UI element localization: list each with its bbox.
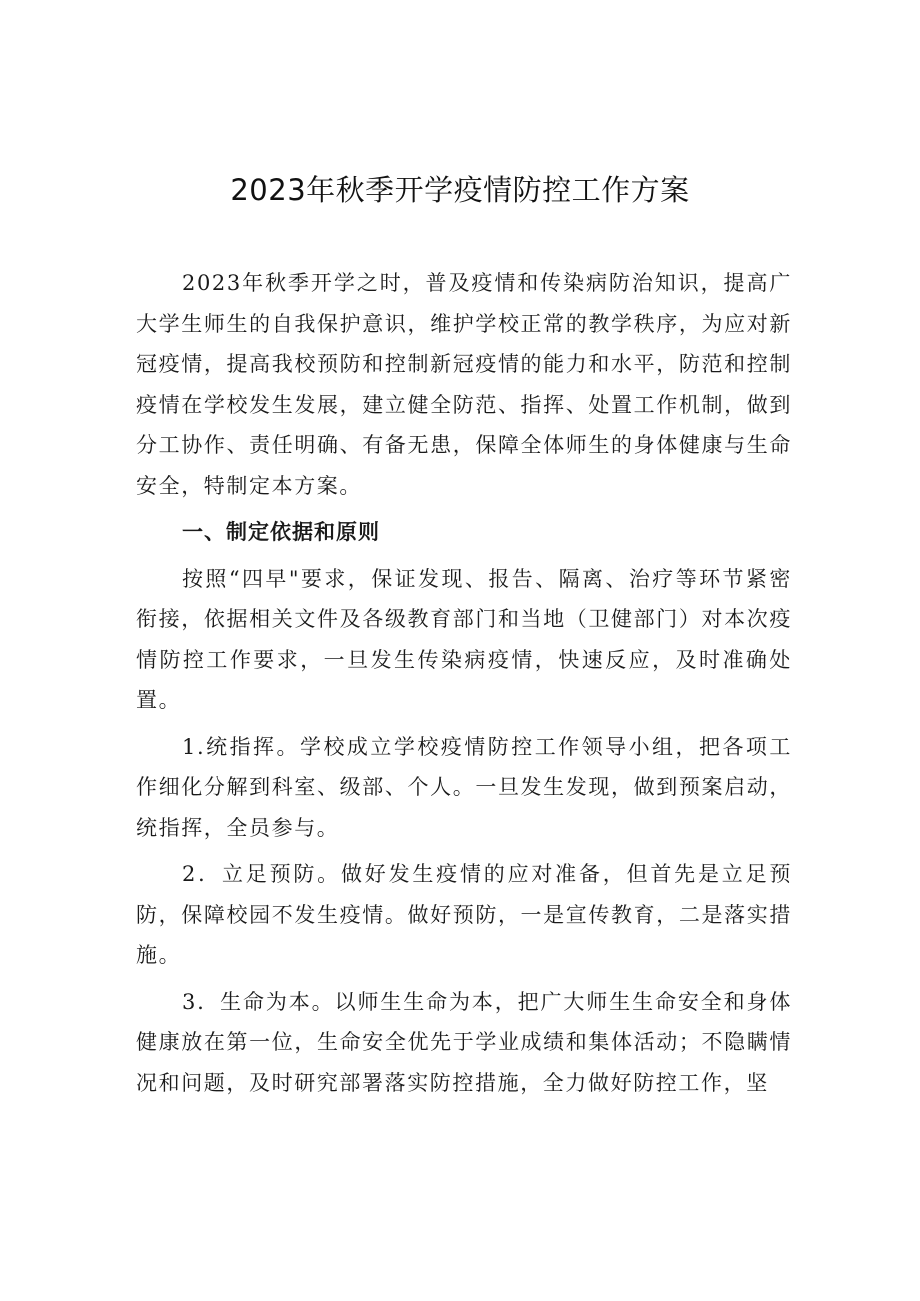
intro-paragraph: 2023年秋季开学之时，普及疫情和传染病防治知识，提高广大学生师生的自我保护意识，维护学校正常的教学秩序，为应对新冠疫情，提高我校预防和控制新冠疫情的能力和水平，防范和控制疫情在学校发生发展，建立健全防范、指挥、处置工作机制，做到分工协作、责任明确、有备无患，保障全体师生的身体健康与生命安全，特制定本方案。 [136,271,792,498]
document-body [136,263,792,1109]
principle-item-1: 1.统指挥。学校成立学校疫情防控工作领导小组，把各项工作细化分解到科室、级部、个人。一旦发生发现，做到预案启动，统指挥，全员参与。 [136,734,792,840]
section-heading-1: 一、制定依据和原则 [182,520,380,544]
principle-item-2: 2．立足预防。做好发生疫情的应对准备，但首先是立足预防，保障校园不发生疫情。做好预防，一是宣传教育，二是落实措施。 [136,862,792,967]
document-title: 2023年秋季开学疫情防控工作方案 [230,173,690,207]
principle-item-3: 3．生命为本。以师生生命为本，把广大师生生命安全和身体健康放在第一位，生命安全优先于学业成绩和集体活动；不隐瞒情况和问题，及时研究部署落实防控措施，全力做好防控工作，坚 [136,989,792,1095]
basis-paragraph: 按照“四早"要求，保证发现、报告、隔离、治疗等环节紧密衔接，依据相关文件及各级教育部门和当地（卫健部门）对本次疫情防控工作要求，一旦发生传染病疫情，快速反应，及时准确处置。 [136,566,792,712]
